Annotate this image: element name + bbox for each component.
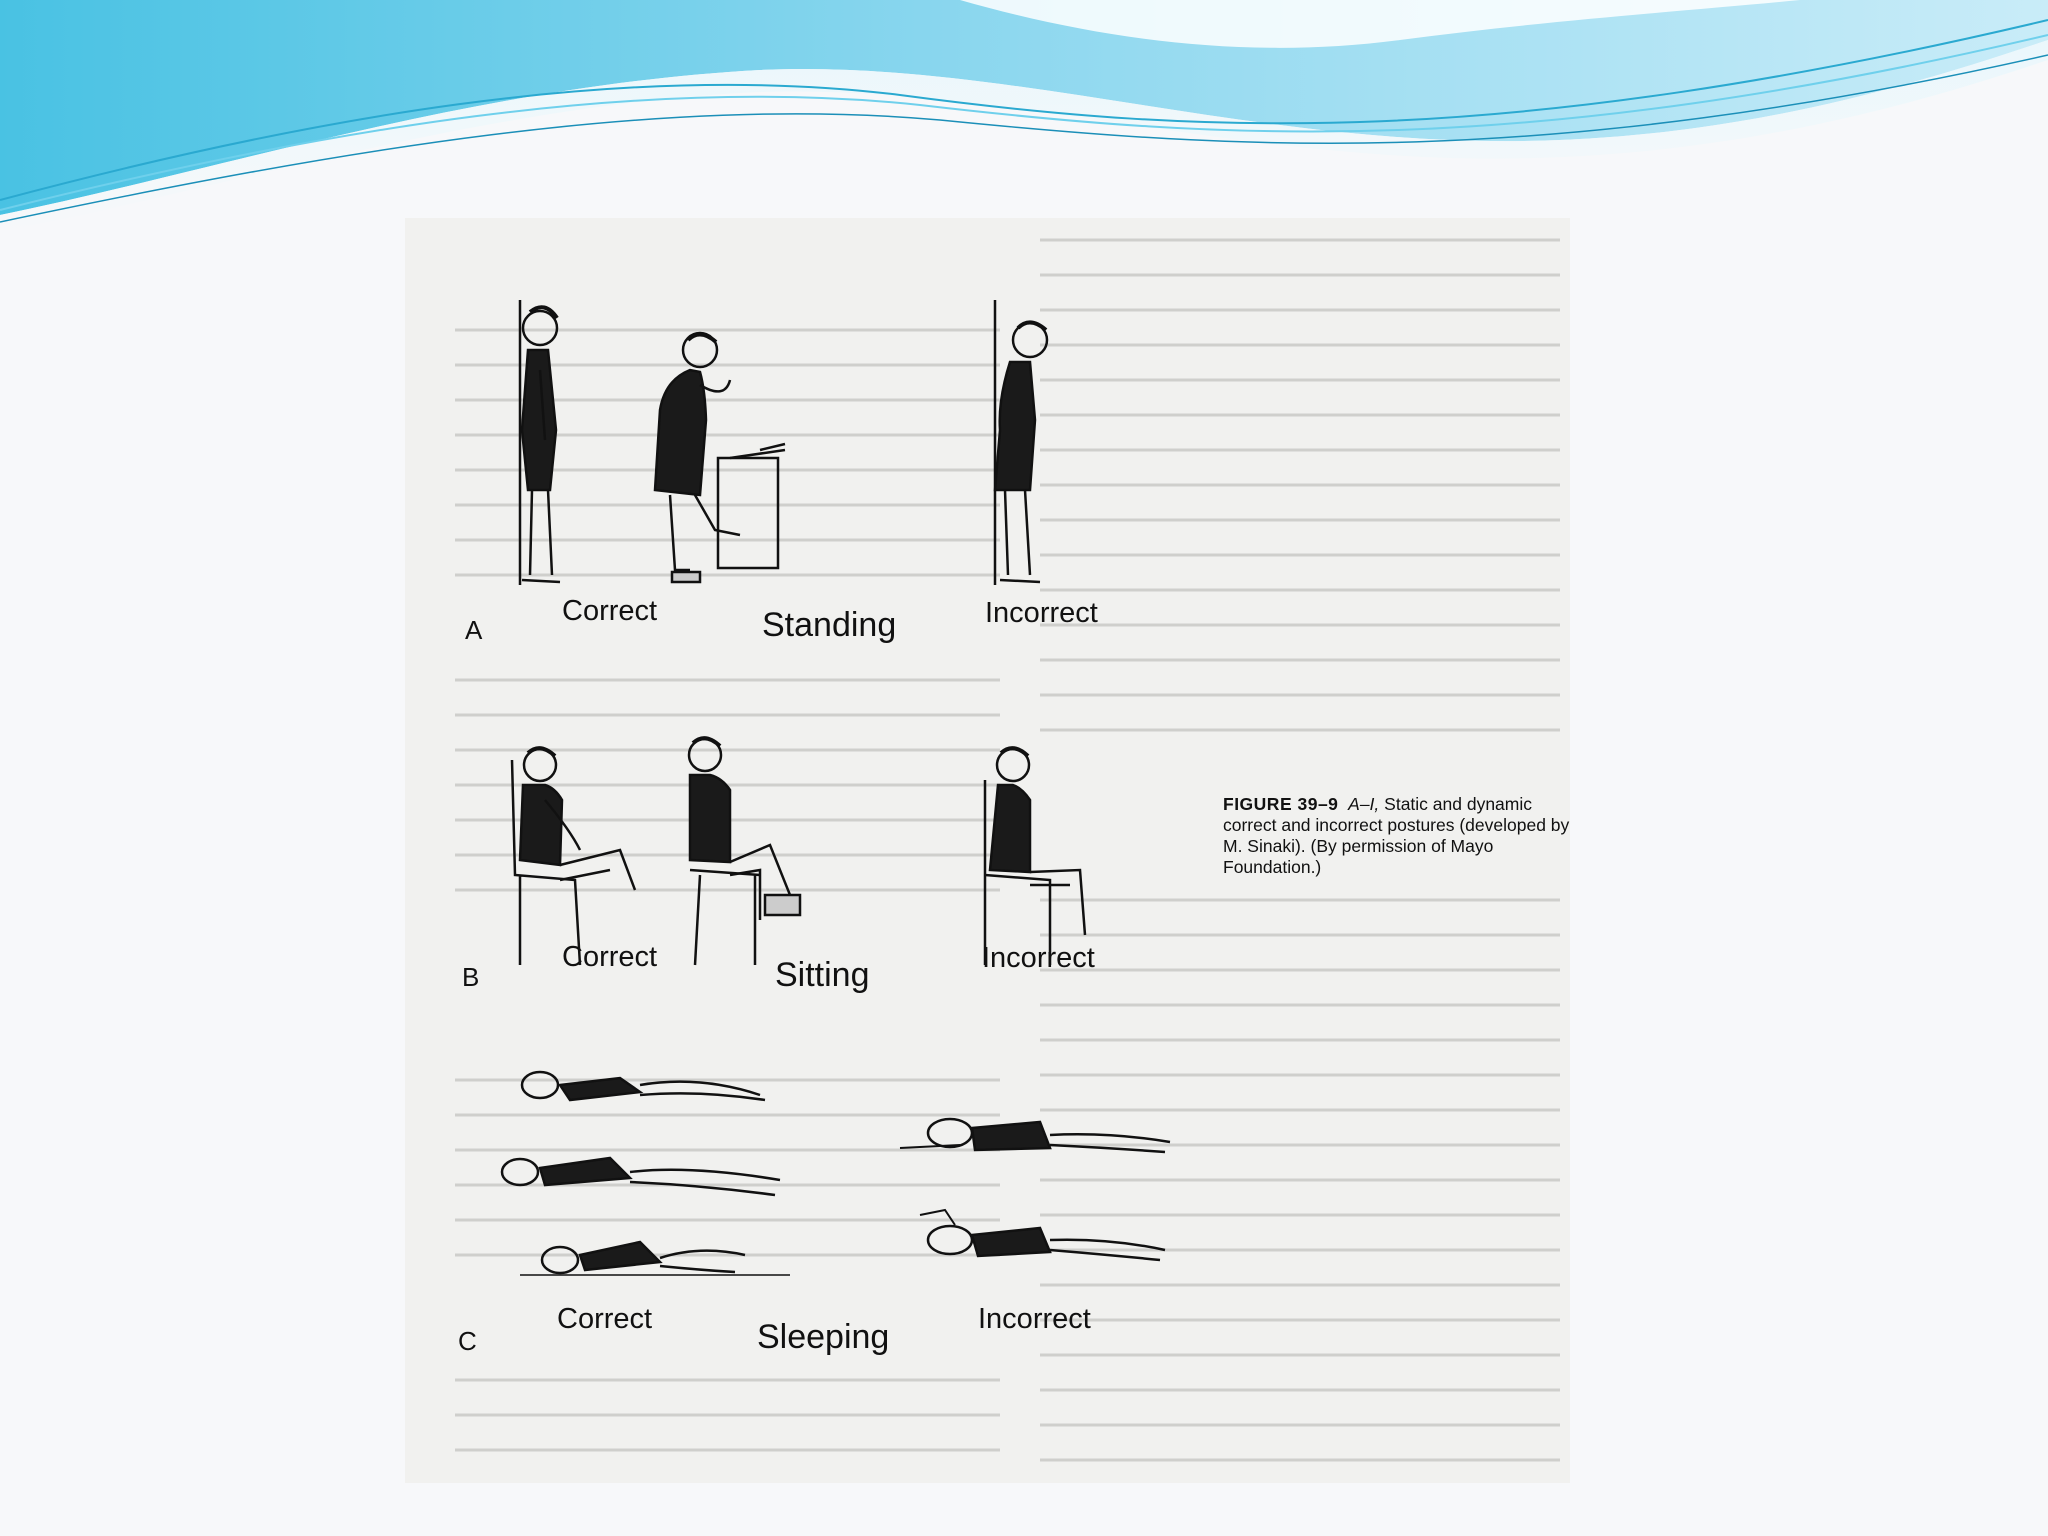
standing-correct-alt-figure (655, 333, 785, 582)
sleeping-incorrect-figures (900, 1119, 1170, 1260)
standing-incorrect-figure (995, 300, 1047, 585)
panel-c-title: Sleeping (757, 1318, 890, 1356)
panel-a-incorrect-label: Incorrect (985, 597, 1098, 629)
caption-text: Static and dynamic correct and incorrect postures (developed by M. Sinaki). (By permission of Mayo Foundation.) (1223, 794, 1570, 877)
panel-a-correct-label: Correct (562, 595, 658, 627)
panel-a-title: Standing (762, 606, 897, 644)
panel-a-letter: A (465, 615, 483, 645)
standing-correct-figure (520, 300, 560, 585)
figure-caption (1223, 794, 1575, 878)
sitting-incorrect-figure (985, 748, 1085, 965)
panel-b-letter: B (462, 962, 480, 992)
panel-c-incorrect-label: Incorrect (978, 1303, 1091, 1335)
caption-figure-range: A–I, (1348, 794, 1380, 814)
panel-c-correct-label: Correct (557, 1303, 653, 1335)
panel-b-incorrect-label: Incorrect (982, 942, 1095, 974)
panel-c-letter: C (458, 1326, 477, 1356)
panel-b-title: Sitting (775, 956, 870, 994)
sitting-correct-figure (512, 748, 635, 965)
sitting-correct-alt-figure (689, 738, 800, 965)
caption-figure-label: FIGURE 39–9 (1223, 794, 1339, 814)
panel-b-correct-label: Correct (562, 941, 658, 973)
sleeping-correct-figures (502, 1072, 790, 1275)
